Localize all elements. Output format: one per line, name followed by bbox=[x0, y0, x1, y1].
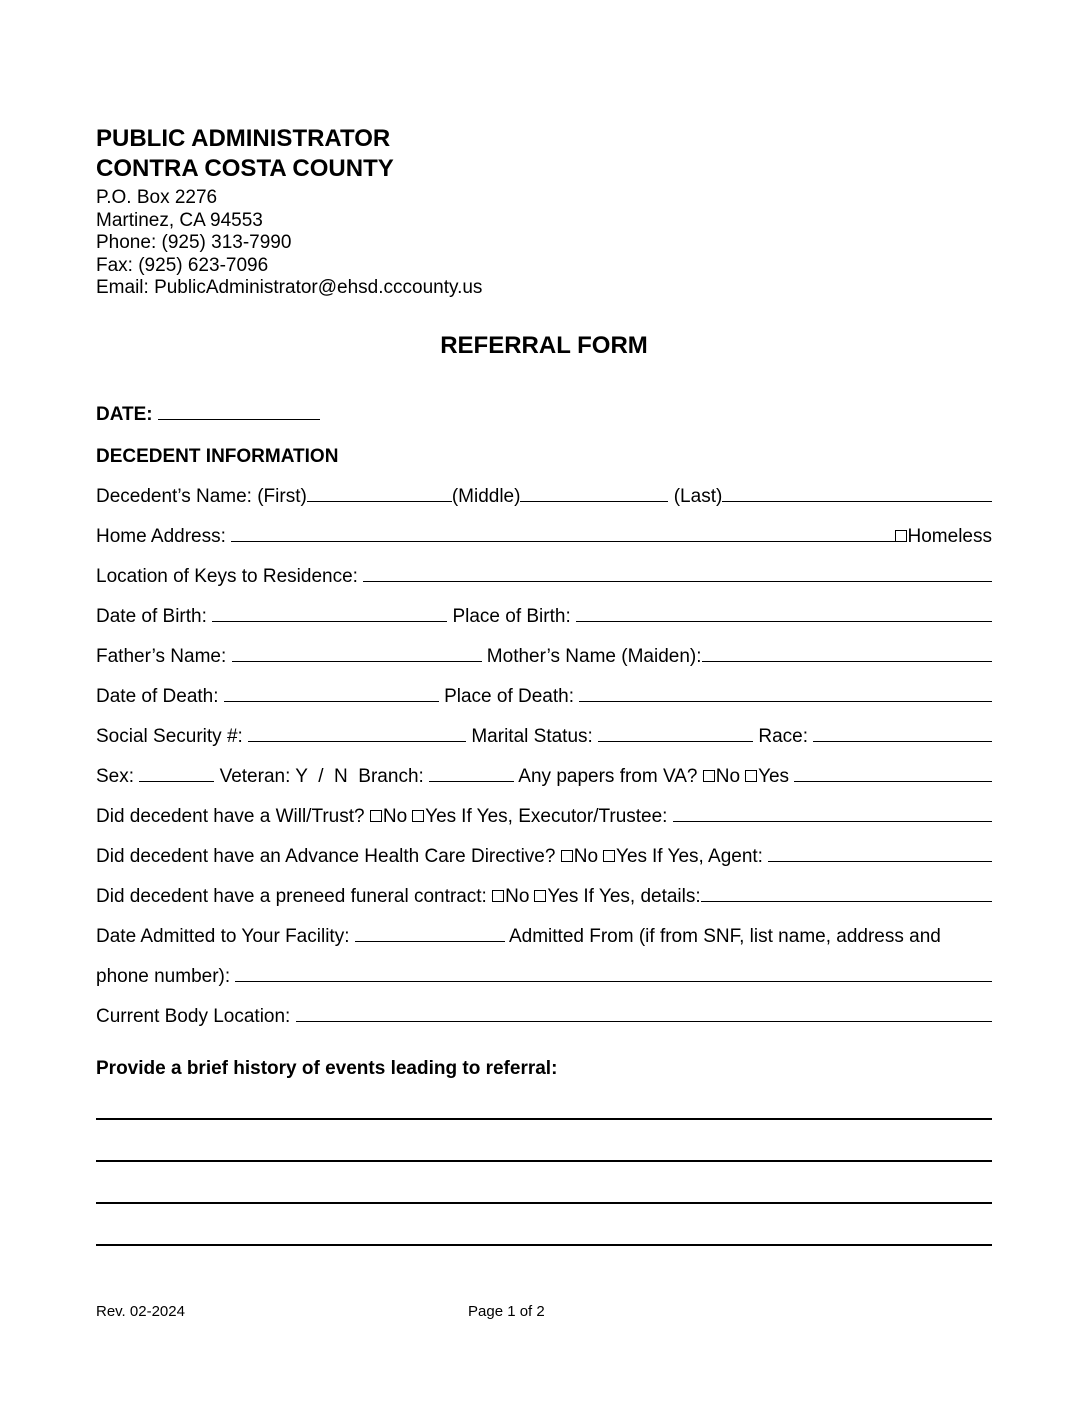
agency-name bbox=[96, 0, 992, 184]
directive-yes-checkbox[interactable] bbox=[603, 846, 647, 868]
agent-label: If Yes, Agent: bbox=[652, 845, 769, 867]
veteran-branch-label: Veteran: Y / N Branch: bbox=[214, 765, 430, 787]
checkbox-icon bbox=[745, 770, 757, 782]
homeless-checkbox-label: Homeless bbox=[907, 525, 992, 547]
date-of-death-input-line[interactable] bbox=[224, 701, 439, 702]
agency-name-line2: CONTRA COSTA COUNTY bbox=[96, 155, 394, 182]
body-location-label: Current Body Location: bbox=[96, 1005, 296, 1027]
preneed-yes-label: Yes bbox=[547, 885, 579, 907]
history-input-line[interactable] bbox=[96, 1160, 992, 1162]
checkbox-icon bbox=[895, 530, 907, 542]
phone-number-row bbox=[96, 966, 992, 988]
date-of-death-label: Date of Death: bbox=[96, 685, 224, 707]
preneed-no-checkbox[interactable] bbox=[492, 886, 529, 908]
date-admitted-input-line[interactable] bbox=[355, 941, 505, 942]
agency-phone: Phone: (925) 313-7990 bbox=[96, 232, 292, 253]
date-of-birth-input-line[interactable] bbox=[212, 621, 447, 622]
agent-input-line[interactable] bbox=[768, 861, 992, 862]
middle-name-label: (Middle) bbox=[451, 485, 521, 507]
homeless-checkbox[interactable] bbox=[895, 526, 992, 548]
preneed-details-input-line[interactable] bbox=[701, 901, 992, 902]
will-yes-checkbox[interactable] bbox=[412, 806, 456, 828]
birth-row bbox=[96, 606, 992, 628]
date-row bbox=[96, 404, 992, 426]
death-row bbox=[96, 686, 992, 708]
agency-po-box: P.O. Box 2276 bbox=[96, 187, 218, 208]
keys-location-label: Location of Keys to Residence: bbox=[96, 565, 364, 587]
keys-location-input-line[interactable] bbox=[363, 581, 992, 582]
middle-name-input-line[interactable] bbox=[520, 501, 668, 502]
agency-email: Email: PublicAdministrator@ehsd.cccounty.us bbox=[96, 277, 483, 298]
home-address-row bbox=[96, 526, 992, 548]
last-name-label: (Last) bbox=[668, 485, 723, 507]
home-address-input-line[interactable] bbox=[231, 541, 894, 542]
page-number: Page 1 of 2 bbox=[468, 1303, 545, 1320]
mother-name-input-line[interactable] bbox=[702, 661, 993, 662]
race-label: Race: bbox=[753, 725, 814, 747]
decedent-information-heading: DECEDENT INFORMATION bbox=[96, 445, 339, 467]
first-name-input-line[interactable] bbox=[307, 501, 452, 502]
phone-number-label: phone number): bbox=[96, 965, 236, 987]
keys-location-row bbox=[96, 566, 992, 588]
sex-input-line[interactable] bbox=[139, 781, 214, 782]
home-address-label: Home Address: bbox=[96, 525, 232, 547]
preneed-contract-row bbox=[96, 886, 992, 908]
va-papers-label: Any papers from VA? bbox=[514, 765, 703, 787]
preneed-no-label: No bbox=[505, 885, 530, 907]
marital-status-input-line[interactable] bbox=[598, 741, 753, 742]
sex-veteran-row bbox=[96, 766, 992, 788]
directive-no-checkbox[interactable] bbox=[561, 846, 598, 868]
ssn-label: Social Security #: bbox=[96, 725, 249, 747]
body-location-row bbox=[96, 1006, 992, 1028]
preneed-yes-checkbox[interactable] bbox=[534, 886, 578, 908]
date-admitted-label: Date Admitted to Your Facility: bbox=[96, 925, 355, 947]
date-input-line[interactable] bbox=[158, 419, 320, 420]
agency-contact-block bbox=[96, 187, 992, 300]
parents-row bbox=[96, 646, 992, 668]
executor-trustee-label: If Yes, Executor/Trustee: bbox=[461, 805, 673, 827]
checkbox-icon bbox=[412, 810, 424, 822]
va-papers-yes-label: Yes bbox=[758, 765, 790, 787]
last-name-input-line[interactable] bbox=[722, 501, 992, 502]
branch-input-line[interactable] bbox=[429, 781, 514, 782]
will-no-checkbox[interactable] bbox=[370, 806, 407, 828]
will-no-label: No bbox=[382, 805, 408, 827]
ssn-marital-race-row bbox=[96, 726, 992, 748]
marital-status-label: Marital Status: bbox=[466, 725, 599, 747]
preneed-details-label: If Yes, details: bbox=[583, 885, 701, 907]
history-heading: Provide a brief history of events leading to referral: bbox=[96, 1057, 558, 1079]
place-of-birth-label: Place of Birth: bbox=[447, 605, 577, 627]
executor-trustee-input-line[interactable] bbox=[673, 821, 992, 822]
date-admitted-row bbox=[96, 926, 992, 948]
va-papers-yes-checkbox[interactable] bbox=[745, 766, 789, 788]
will-trust-row bbox=[96, 806, 992, 828]
place-of-death-label: Place of Death: bbox=[438, 685, 580, 707]
will-yes-label: Yes bbox=[425, 805, 457, 827]
agency-name-line1: PUBLIC ADMINISTRATOR bbox=[96, 125, 391, 152]
checkbox-icon bbox=[534, 890, 546, 902]
decedent-name-row bbox=[96, 486, 992, 508]
place-of-birth-input-line[interactable] bbox=[576, 621, 992, 622]
checkbox-icon bbox=[603, 850, 615, 862]
race-input-line[interactable] bbox=[813, 741, 992, 742]
father-name-label: Father’s Name: bbox=[96, 645, 232, 667]
checkbox-icon bbox=[703, 770, 715, 782]
checkbox-icon bbox=[370, 810, 382, 822]
form-title: REFERRAL FORM bbox=[440, 331, 648, 359]
mother-name-label: Mother’s Name (Maiden): bbox=[481, 645, 702, 667]
va-papers-no-checkbox[interactable] bbox=[703, 766, 740, 788]
preneed-question: Did decedent have a preneed funeral contract: bbox=[96, 885, 493, 907]
history-input-line[interactable] bbox=[96, 1202, 992, 1204]
agency-fax: Fax: (925) 623-7096 bbox=[96, 254, 269, 276]
will-trust-question: Did decedent have a Will/Trust? bbox=[96, 805, 370, 827]
phone-number-input-line[interactable] bbox=[235, 981, 992, 982]
directive-no-label: No bbox=[573, 845, 599, 867]
va-papers-no-label: No bbox=[715, 765, 741, 787]
date-label: DATE: bbox=[96, 403, 158, 425]
checkbox-icon bbox=[492, 890, 504, 902]
history-input-line[interactable] bbox=[96, 1244, 992, 1246]
directive-yes-label: Yes bbox=[616, 845, 648, 867]
revision-label: Rev. 02-2024 bbox=[96, 1303, 185, 1320]
body-location-input-line[interactable] bbox=[296, 1021, 992, 1022]
checkbox-icon bbox=[561, 850, 573, 862]
advance-directive-question: Did decedent have an Advance Health Care Directive? bbox=[96, 845, 561, 867]
ssn-input-line[interactable] bbox=[248, 741, 466, 742]
agency-city-state-zip: Martinez, CA 94553 bbox=[96, 209, 263, 231]
history-input-line[interactable] bbox=[96, 1118, 992, 1120]
sex-label: Sex: bbox=[96, 765, 140, 787]
va-papers-input-line[interactable] bbox=[794, 781, 992, 782]
first-name-label: Decedent’s Name: (First) bbox=[96, 485, 307, 507]
place-of-death-input-line[interactable] bbox=[579, 701, 992, 702]
father-name-input-line[interactable] bbox=[232, 661, 482, 662]
date-of-birth-label: Date of Birth: bbox=[96, 605, 213, 627]
advance-directive-row bbox=[96, 846, 992, 868]
admitted-from-label: Admitted From (if from SNF, list name, address and bbox=[504, 925, 941, 947]
